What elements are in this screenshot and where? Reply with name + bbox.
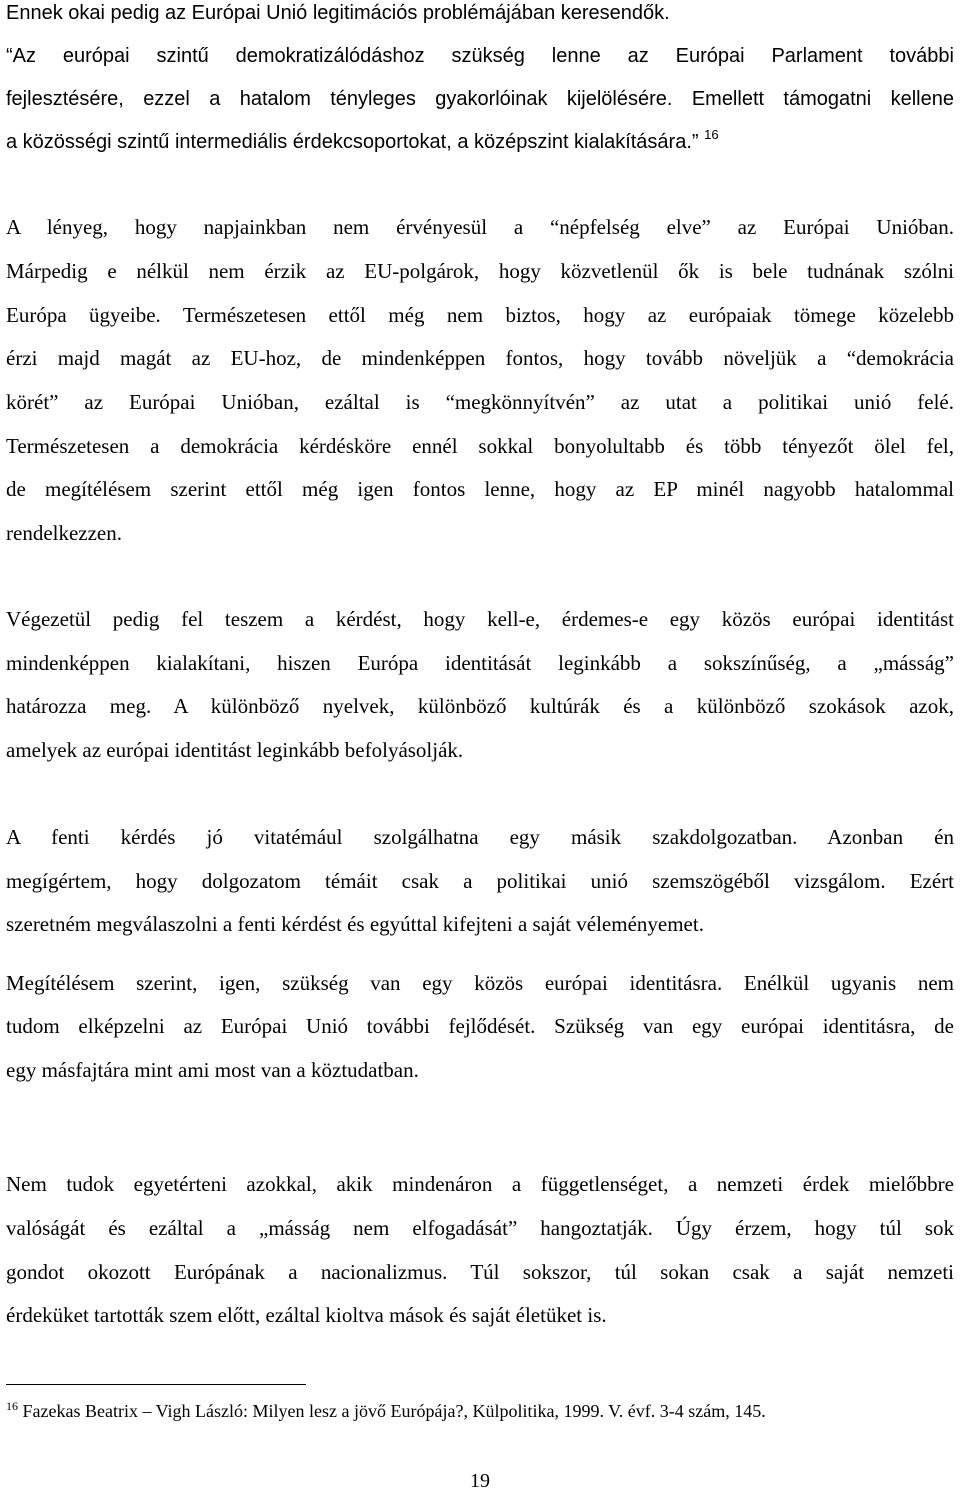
text-line: “Az európai szintű demokratizálódáshoz szükség lenne az Európai Parlament további (6, 45, 954, 67)
text-line: Megítélésem szerint, igen, szükség van egy közös európai identitásra. Enélkül ugyanis nem (6, 971, 954, 995)
text-line: de megítélésem szerint ettől még igen fontos lenne, hogy az EP minél nagyobb hatalommal (6, 477, 954, 501)
footnote-reference[interactable]: 16 (704, 127, 719, 142)
text-line: határozza meg. A különböző nyelvek, különböző kultúrák és a különböző szokások azok, (6, 694, 954, 718)
text-line: A lényeg, hogy napjainkban nem érvényesül a “népfelség elve” az Európai Unióban. (6, 215, 954, 239)
text-line: érdeküket tartották szem előtt, ezáltal kioltva mások és saját életüket is. (6, 1303, 607, 1327)
text-line: Márpedig e nélkül nem érzik az EU-polgárok, hogy közvetlenül ők is bele tudnának szólni (6, 259, 954, 283)
text-line: gondot okozott Európának a nacionalizmus. Túl sokszor, túl sokan csak a saját nemzeti (6, 1260, 954, 1284)
text-line: egy másfajtára mint ami most van a köztudatban. (6, 1058, 419, 1082)
text-line: körét” az Európai Unióban, ezáltal is “megkönnyítvén” az utat a politikai unió felé. (6, 390, 954, 414)
footnote (6, 1400, 766, 1422)
page-number: 19 (470, 1470, 490, 1492)
text-line: valóságát és ezáltal a „másság nem elfogadását” hangoztatják. Úgy érzem, hogy túl sok (6, 1216, 954, 1240)
text-line: rendelkezzen. (6, 521, 123, 545)
text-line: Európa ügyeibe. Természetesen ettől még nem biztos, hogy az európaiak tömege közelebb (6, 303, 954, 327)
text-line: a közösségi szintű intermediális érdekcsoportokat, a középszint kialakítására.” $^{16}$ (6, 127, 719, 153)
footnote-separator (6, 1384, 306, 1385)
text-line: érzi majd magát az EU-hoz, de mindenképpen fontos, hogy tovább növeljük a “demokrácia (6, 346, 954, 370)
text-line: A fenti kérdés jó vitatémául szolgálhatna egy másik szakdolgozatban. Azonban én (6, 825, 954, 849)
text-line: mindenképpen kialakítani, hiszen Európa identitását leginkább a sokszínűség, a „másság” (6, 651, 954, 675)
text-line: megígértem, hogy dolgozatom témáit csak a politikai unió szemszögéből vizsgálom. Ezért (6, 869, 954, 893)
text-line: Természetesen a demokrácia kérdésköre ennél sokkal bonyolultabb és több tényezőt ölel fel, (6, 434, 954, 458)
text-line: szeretném megválaszolni a fenti kérdést és egyúttal kifejteni a saját véleményemet. (6, 912, 704, 936)
text-line: amelyek az európai identitást leginkább befolyásolják. (6, 738, 464, 762)
text-line: fejlesztésére, ezzel a hatalom tényleges gyakorlóinak kijelölésére. Emellett támogatni kellene (6, 88, 954, 110)
footnote-text: Fazekas Beatrix – Vigh László: Milyen lesz a jövő Európája?, Külpolitika, 1999. V. évf. 3-4 szám, 145. (22, 1401, 766, 1421)
text-line: Végezetül pedig fel teszem a kérdést, hogy kell-e, érdemes-e egy közös európai identitást (6, 607, 954, 631)
text-line: Nem tudok egyetérteni azokkal, akik mindenáron a függetlenséget, a nemzeti érdek mielőbbre (6, 1172, 954, 1196)
footnote-number: 16 (6, 1399, 18, 1413)
text-line: tudom elképzelni az Európai Unió további fejlődését. Szükség van egy európai identitásra, de (6, 1014, 954, 1038)
text-line: Ennek okai pedig az Európai Unió legitimációs problémájában keresendők. (6, 2, 670, 24)
